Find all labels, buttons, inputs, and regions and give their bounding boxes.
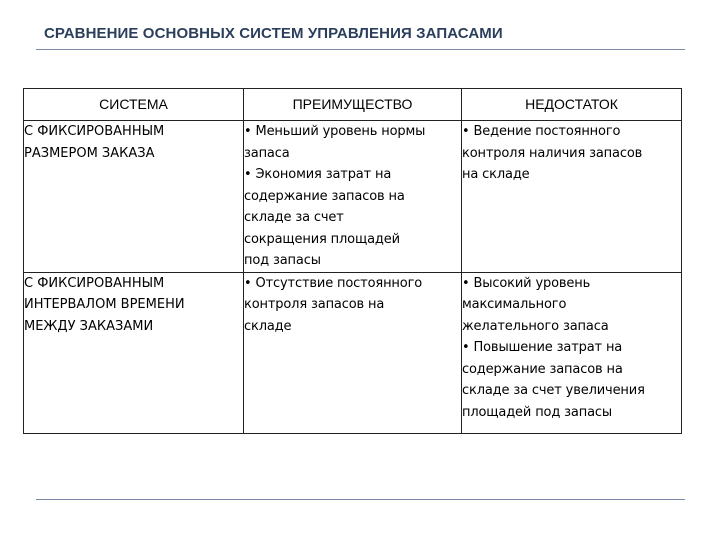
disadvantage-text-line: контроля наличия запасов — [462, 145, 643, 161]
advantage-text-line: сокращения площадей — [244, 231, 400, 247]
advantage-text-line: складе — [244, 318, 292, 334]
disadvantage-cell — [462, 121, 682, 273]
comparison-table — [23, 88, 682, 434]
advantage-text-line: контроля запасов на — [244, 297, 385, 312]
advantage-text-line: • Экономия затрат на — [244, 167, 392, 182]
advantage-text-line: • Отсутствие постоянного — [244, 275, 423, 291]
disadvantage-text-line: складе за счет увеличения — [462, 383, 645, 398]
system-text-line: С ФИКСИРОВАННЫМ — [24, 124, 165, 139]
disadvantage-text-line: желательного запаса — [462, 318, 609, 334]
page-title: СРАВНЕНИЕ ОСНОВНЫХ СИСТЕМ УПРАВЛЕНИЯ ЗАПАСАМИ — [44, 25, 503, 42]
advantage-text-line: под запасы — [244, 253, 321, 268]
table-row — [24, 272, 682, 433]
system-cell — [24, 121, 244, 273]
system-text-line: МЕЖДУ ЗАКАЗАМИ — [24, 318, 154, 334]
advantage-text-line: запаса — [244, 145, 290, 161]
disadvantage-text-line: • Высокий уровень — [462, 275, 591, 291]
disadvantage-text-line: • Повышение затрат на — [462, 340, 623, 355]
advantage-cell — [244, 121, 462, 273]
header-disadvantage: НЕДОСТАТОК — [462, 89, 682, 121]
footer-divider — [36, 499, 685, 500]
advantage-text-line: • Меньший уровень нормы — [244, 124, 426, 139]
header-system: СИСТЕМА — [24, 89, 244, 121]
disadvantage-cell — [462, 272, 682, 433]
system-text-line: С ФИКСИРОВАННЫМ — [24, 275, 165, 291]
disadvantage-text-line: на складе — [462, 167, 530, 182]
disadvantage-text-line: максимального — [462, 297, 567, 312]
system-text-line: ИНТЕРВАЛОМ ВРЕМЕНИ — [24, 297, 185, 312]
disadvantage-text-line: • Ведение постоянного — [462, 124, 621, 139]
system-cell — [24, 272, 244, 433]
advantage-text-line: складе за счет — [244, 210, 344, 225]
title-divider — [36, 49, 685, 50]
header-advantage: ПРЕИМУЩЕСТВО — [244, 89, 462, 121]
disadvantage-text-line: содержание запасов на — [462, 361, 623, 377]
disadvantage-text-line: площадей под запасы — [462, 404, 613, 420]
advantage-text-line: содержание запасов на — [244, 188, 405, 204]
advantage-cell — [244, 272, 462, 433]
table-header-row — [24, 89, 682, 121]
system-text-line: РАЗМЕРОМ ЗАКАЗА — [24, 145, 155, 161]
table-row — [24, 121, 682, 273]
